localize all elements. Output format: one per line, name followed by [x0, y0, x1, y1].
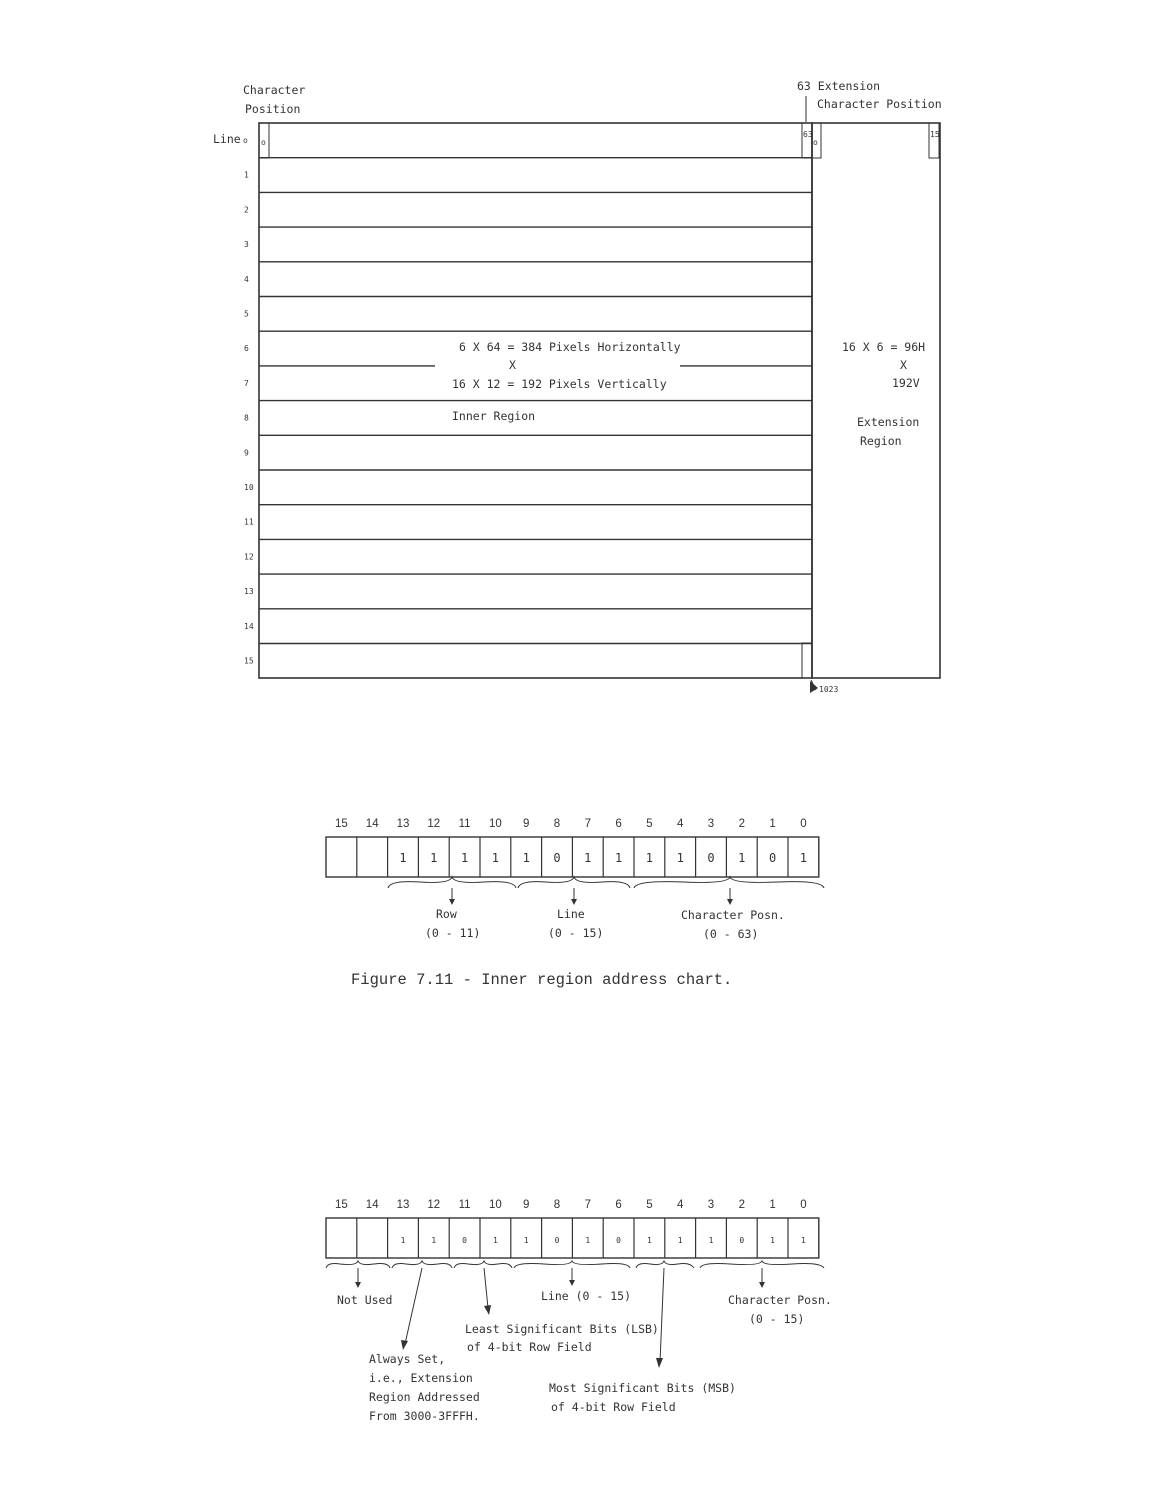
line-number: o	[243, 136, 248, 145]
bit-value: 1	[800, 1236, 806, 1245]
bit-value: 0	[616, 1236, 622, 1245]
first-char-cell-label: o	[261, 138, 266, 147]
extension-address-chart	[326, 1199, 832, 1423]
line-number: 13	[244, 587, 254, 597]
bit-value: 1	[738, 851, 746, 865]
bit-number: 13	[396, 1199, 410, 1211]
char-arrow-icon	[727, 899, 733, 905]
bit-number: 0	[800, 818, 807, 830]
bit-number: 6	[615, 818, 622, 830]
ext-bit-cells	[326, 1218, 819, 1258]
bit-value: 1	[491, 851, 500, 865]
bit-value: 1	[799, 851, 808, 865]
row-field-range: (0 - 11)	[425, 926, 481, 940]
bit-number: 12	[427, 818, 441, 830]
msb-brace	[636, 1261, 694, 1268]
bit-value: 1	[431, 1236, 437, 1245]
bit-number: 10	[489, 1199, 502, 1211]
inner-bit-numbers	[335, 818, 807, 830]
msb-note-1: Most Significant Bits (MSB)	[549, 1381, 736, 1395]
ext-last-cell-label: 15	[930, 130, 940, 139]
bit-value: 1	[585, 1236, 591, 1245]
msb-arrow	[660, 1268, 664, 1362]
last-char-cell-label: 63	[803, 130, 813, 139]
ext-bit-numbers	[335, 1199, 807, 1211]
last-char-cell-line0	[802, 123, 812, 158]
bit-value: 0	[462, 1236, 468, 1245]
line-number: 15	[244, 656, 254, 666]
bit-value: 0	[554, 1236, 560, 1245]
char-pos-label-1: Character	[243, 83, 306, 97]
row-field-brace	[388, 877, 516, 888]
line-number: 6	[244, 344, 249, 354]
bit-number: 8	[553, 1199, 561, 1211]
always-set-arrow	[405, 1268, 422, 1344]
bit-value: 1	[646, 1236, 652, 1245]
char-field-range: (0 - 63)	[703, 927, 759, 941]
bit-number: 3	[707, 1199, 715, 1211]
bit-number: 11	[458, 818, 471, 830]
bit-value: 1	[399, 851, 407, 865]
always-set-brace	[392, 1261, 452, 1268]
ext-region-label-1: Extension	[857, 415, 920, 429]
msb-note-2: of 4-bit Row Field	[551, 1400, 676, 1414]
line-number: 5	[244, 309, 249, 319]
bit-number: 5	[646, 1199, 653, 1211]
char-field-brace	[634, 877, 824, 888]
line-number: 11	[244, 517, 254, 527]
inner-region-label: Inner Region	[452, 409, 536, 423]
memory-map-diagram	[213, 79, 942, 694]
line-field-brace	[518, 877, 630, 888]
bit-value: 1	[400, 1236, 406, 1245]
char-posn-label-1: Character Posn.	[728, 1293, 832, 1307]
bit-number: 13	[396, 818, 410, 830]
line-field-label: Line (0 - 15)	[541, 1289, 632, 1303]
bit-number: 11	[458, 1199, 471, 1211]
bit-value: 1	[614, 851, 623, 865]
bit-number: 6	[615, 1199, 622, 1211]
ext-dim-horizontal: 16 X 6 = 96H	[842, 340, 926, 354]
line-field-range: (0 - 15)	[548, 926, 604, 940]
line-number: 4	[244, 274, 249, 284]
always-set-note-4: From 3000-3FFFH.	[369, 1409, 480, 1423]
bit-number: 7	[584, 1199, 592, 1211]
bit-value: 1	[645, 851, 654, 865]
line-number: 7	[244, 378, 249, 388]
bit-number: 4	[676, 818, 684, 830]
inner-dim-vertical: 16 X 12 = 192 Pixels Vertically	[452, 377, 667, 391]
bit-value: 1	[523, 1236, 529, 1245]
not-used-label: Not Used	[337, 1293, 393, 1307]
inner-dim-horizontal: 6 X 64 = 384 Pixels Horizontally	[459, 340, 681, 354]
ext-first-cell-label: o	[813, 138, 818, 147]
ext-dim-vertical: 192V	[892, 376, 920, 390]
line-brace	[514, 1261, 630, 1268]
not-used-brace	[326, 1261, 390, 1268]
line-arrow-icon	[571, 899, 577, 905]
bit-value: 1	[584, 851, 592, 865]
bit-number: 8	[553, 818, 561, 830]
extension-region-box	[812, 123, 940, 678]
bit-value: 1	[522, 851, 530, 865]
lsb-note-1: Least Significant Bits (LSB)	[465, 1322, 659, 1336]
bit-value: 1	[708, 1236, 714, 1245]
not-used-arrow-icon	[355, 1282, 361, 1288]
bit-number: 2	[738, 1199, 746, 1211]
line-label: Line	[213, 132, 241, 146]
inner-bit-cells	[326, 837, 819, 877]
line-arrow-icon	[569, 1280, 575, 1286]
always-set-arrow-icon	[401, 1340, 408, 1350]
line-field-name: Line	[557, 907, 585, 921]
bit-value: 1	[677, 1236, 683, 1245]
row-field-name: Row	[436, 907, 457, 921]
inner-dim-times: X	[509, 358, 516, 372]
ext-dim-times: X	[900, 358, 907, 372]
bit-number: 4	[676, 1199, 684, 1211]
row-arrow-icon	[449, 899, 455, 905]
line-number: 1	[244, 170, 249, 180]
bit-value: 0	[553, 851, 561, 865]
bit-value: 1	[492, 1236, 498, 1245]
bit-number: 15	[335, 1199, 348, 1211]
bit-number: 15	[335, 818, 348, 830]
line-number: 2	[244, 205, 249, 215]
char-field-name: Character Posn.	[681, 908, 785, 922]
bit-value: 1	[460, 851, 469, 865]
bit-number: 1	[769, 818, 776, 830]
line-row-dividers	[259, 158, 812, 644]
bit-number: 3	[707, 818, 715, 830]
bit-number: 5	[646, 818, 653, 830]
ext-region-label-2: Region	[860, 434, 902, 448]
line-number-column	[243, 136, 254, 666]
last-char-cell-line15	[802, 643, 812, 678]
bit-value: 0	[768, 851, 777, 865]
char-posn-brace	[700, 1261, 824, 1268]
line-number: 9	[244, 448, 249, 458]
end-address-label: 1023	[819, 685, 839, 694]
bit-number: 1	[769, 1199, 776, 1211]
always-set-note-3: Region Addressed	[369, 1390, 480, 1404]
extension-label-1: 63 Extension	[797, 79, 881, 93]
figure-caption: Figure 7.11 - Inner region address chart.	[351, 971, 733, 989]
always-set-note-2: i.e., Extension	[369, 1371, 473, 1385]
bit-value: 1	[430, 851, 438, 865]
bit-number: 10	[489, 818, 502, 830]
bit-value: 1	[770, 1236, 776, 1245]
lsb-arrow-icon	[484, 1305, 491, 1315]
line-number: 3	[244, 240, 249, 250]
char-pos-label-2: Position	[245, 102, 301, 116]
bit-number: 9	[522, 818, 530, 830]
bit-number: 2	[738, 818, 746, 830]
msb-arrow-icon	[656, 1358, 663, 1368]
line-number: 8	[244, 413, 249, 423]
lsb-brace	[454, 1261, 512, 1268]
char-posn-label-2: (0 - 15)	[749, 1312, 805, 1326]
always-set-note-1: Always Set,	[369, 1352, 446, 1366]
line-number: 12	[244, 552, 254, 562]
char-posn-arrow-icon	[759, 1282, 765, 1288]
bit-number: 14	[365, 1199, 379, 1211]
bit-value: 1	[676, 851, 684, 865]
bit-number: 7	[584, 818, 592, 830]
line-number: 14	[244, 621, 254, 631]
bit-value: 0	[707, 851, 715, 865]
bit-number: 12	[427, 1199, 441, 1211]
ext-last-cell	[929, 123, 939, 158]
bit-number: 9	[522, 1199, 530, 1211]
bit-value: 0	[739, 1236, 745, 1245]
bit-number: 0	[800, 1199, 807, 1211]
extension-label-2: Character Position	[817, 97, 942, 111]
lsb-arrow	[484, 1268, 488, 1308]
inner-address-chart	[326, 818, 824, 989]
bit-number: 14	[365, 818, 379, 830]
lsb-note-2: of 4-bit Row Field	[467, 1340, 592, 1354]
line-number: 10	[244, 483, 254, 492]
